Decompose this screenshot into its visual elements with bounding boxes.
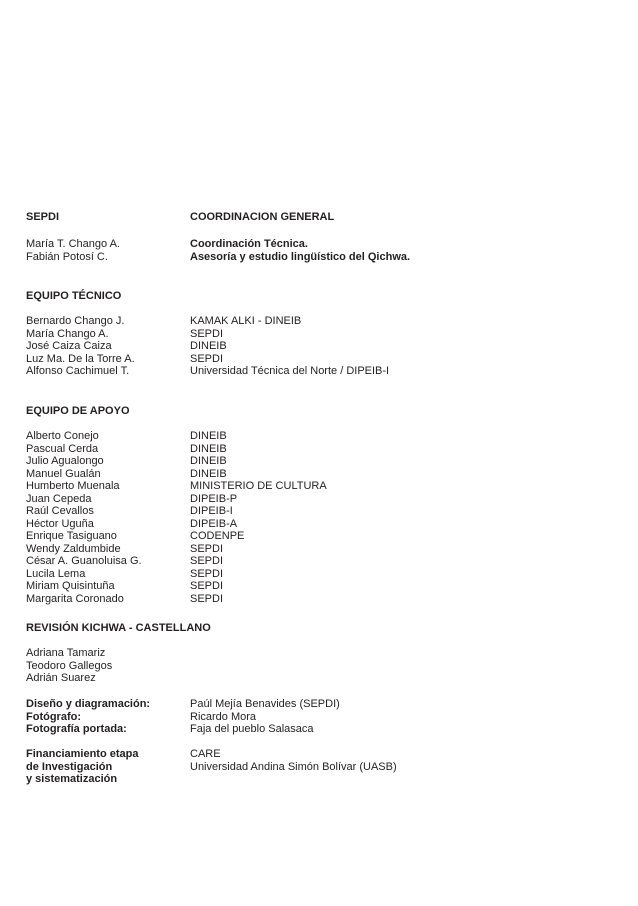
header-section (26, 211, 626, 224)
credit-row (26, 711, 626, 724)
coordination-row (26, 238, 626, 251)
member-name: Luz Ma. De la Torre A. (26, 352, 135, 365)
coordination-section (26, 238, 626, 263)
member-name: María Chango A. (26, 327, 109, 340)
credits-section (26, 698, 626, 736)
equipo-apoyo-section (26, 405, 626, 418)
list-item (26, 555, 626, 568)
member-name: Raúl Cevallos (26, 505, 94, 517)
list-item (26, 480, 626, 493)
list-item (26, 340, 626, 353)
credit-label: Fotografía portada: (26, 723, 127, 735)
list-item (26, 580, 626, 593)
member-org: SEPDI (190, 592, 224, 605)
list-item (26, 543, 626, 556)
funding-row (26, 773, 626, 786)
member-org: DINEIB (190, 442, 227, 455)
funding-label: Financiamiento etapa (26, 748, 139, 760)
member-name: César A. Guanoluisa G. (26, 555, 142, 567)
funding-value: Universidad Andina Simón Bolívar (UASB) (190, 760, 397, 773)
funding-row (26, 748, 626, 761)
member-org: DIPEIB-P (190, 492, 238, 505)
member-org: SEPDI (190, 567, 224, 580)
credit-row (26, 698, 626, 711)
member-name: Wendy Zaldumbide (26, 542, 121, 555)
member-name: Pascual Cerda (26, 442, 99, 455)
list-item (26, 593, 626, 606)
list-item (26, 518, 626, 531)
coordination-role: Coordinación Técnica. (190, 238, 308, 250)
list-item (26, 493, 626, 506)
list-item (26, 353, 626, 366)
funding-section (26, 748, 626, 786)
member-name: Humberto Muenala (26, 480, 120, 492)
header-title: COORDINACION GENERAL (190, 211, 335, 223)
member-org: SEPDI (190, 542, 224, 555)
credit-label: Diseño y diagramación: (26, 698, 151, 710)
revision-list (26, 647, 626, 685)
credit-label: Fotógrafo: (26, 710, 81, 723)
equipo-tecnico-section (26, 290, 626, 303)
member-org: DINEIB (190, 467, 227, 480)
funding-label: de Investigación (26, 760, 113, 773)
member-name: Alberto Conejo (26, 430, 99, 442)
list-item (26, 660, 626, 673)
list-item (26, 430, 626, 443)
member-name: Manuel Gualán (26, 467, 101, 480)
member-name: Lucila Lema (26, 567, 86, 580)
list-item (26, 443, 626, 456)
member-org: CODENPE (190, 530, 245, 542)
credit-value: Paúl Mejía Benavides (SEPDI) (190, 698, 340, 710)
member-name: Héctor Uguña (26, 517, 94, 530)
equipo-tecnico-list (26, 315, 626, 378)
member-name: Enrique Tasiguano (26, 530, 117, 542)
member-org: DINEIB (190, 340, 227, 352)
credit-row (26, 723, 626, 736)
member-org: DINEIB (190, 455, 227, 467)
header-row (26, 211, 626, 224)
list-item (26, 468, 626, 481)
credit-value: Ricardo Mora (190, 710, 257, 723)
member-name: Bernardo Chango J. (26, 315, 125, 327)
reviewer-name: Adrián Suarez (26, 672, 96, 684)
list-item (26, 647, 626, 660)
list-item (26, 315, 626, 328)
funding-row (26, 761, 626, 774)
reviewer-name: Adriana Tamariz (26, 647, 106, 659)
member-org: KAMAK ALKI - DINEIB (190, 315, 302, 327)
member-org: SEPDI (190, 555, 224, 567)
header-org: SEPDI (26, 211, 60, 223)
member-org: SEPDI (190, 580, 224, 592)
equipo-apoyo-list (26, 430, 626, 605)
list-item (26, 328, 626, 341)
revision-section (26, 622, 626, 635)
member-name: Alfonso Cachimuel T. (26, 365, 130, 377)
funding-label: y sistematización (26, 773, 118, 785)
member-org: DIPEIB-A (190, 517, 238, 530)
equipo-tecnico-heading: EQUIPO TÉCNICO (26, 290, 122, 302)
list-item (26, 505, 626, 518)
member-org: DINEIB (190, 430, 227, 442)
member-org: MINISTERIO DE CULTURA (190, 480, 327, 492)
list-item (26, 365, 626, 378)
coordination-role: Asesoría y estudio lingüístico del Qichwa. (190, 250, 411, 263)
credit-value: Faja del pueblo Salasaca (190, 723, 314, 735)
member-org: SEPDI (190, 327, 224, 340)
member-name: Julio Agualongo (26, 455, 104, 467)
coordination-name: Fabián Potosí C. (26, 250, 108, 263)
coordination-row (26, 251, 626, 264)
revision-heading: REVISIÓN KICHWA - CASTELLANO (26, 622, 211, 634)
member-org: SEPDI (190, 352, 224, 365)
list-item (26, 568, 626, 581)
list-item (26, 455, 626, 468)
member-name: Margarita Coronado (26, 592, 124, 605)
funding-value: CARE (190, 748, 221, 760)
list-item (26, 672, 626, 685)
member-name: Miriam Quisintuña (26, 580, 115, 592)
member-name: Juan Cepeda (26, 492, 92, 505)
member-name: José Caiza Caiza (26, 340, 112, 352)
coordination-name: María T. Chango A. (26, 238, 120, 250)
member-org: DIPEIB-I (190, 505, 233, 517)
list-item (26, 530, 626, 543)
reviewer-name: Teodoro Gallegos (26, 659, 113, 672)
member-org: Universidad Técnica del Norte / DIPEIB-I (190, 365, 390, 377)
equipo-apoyo-heading: EQUIPO DE APOYO (26, 405, 130, 417)
